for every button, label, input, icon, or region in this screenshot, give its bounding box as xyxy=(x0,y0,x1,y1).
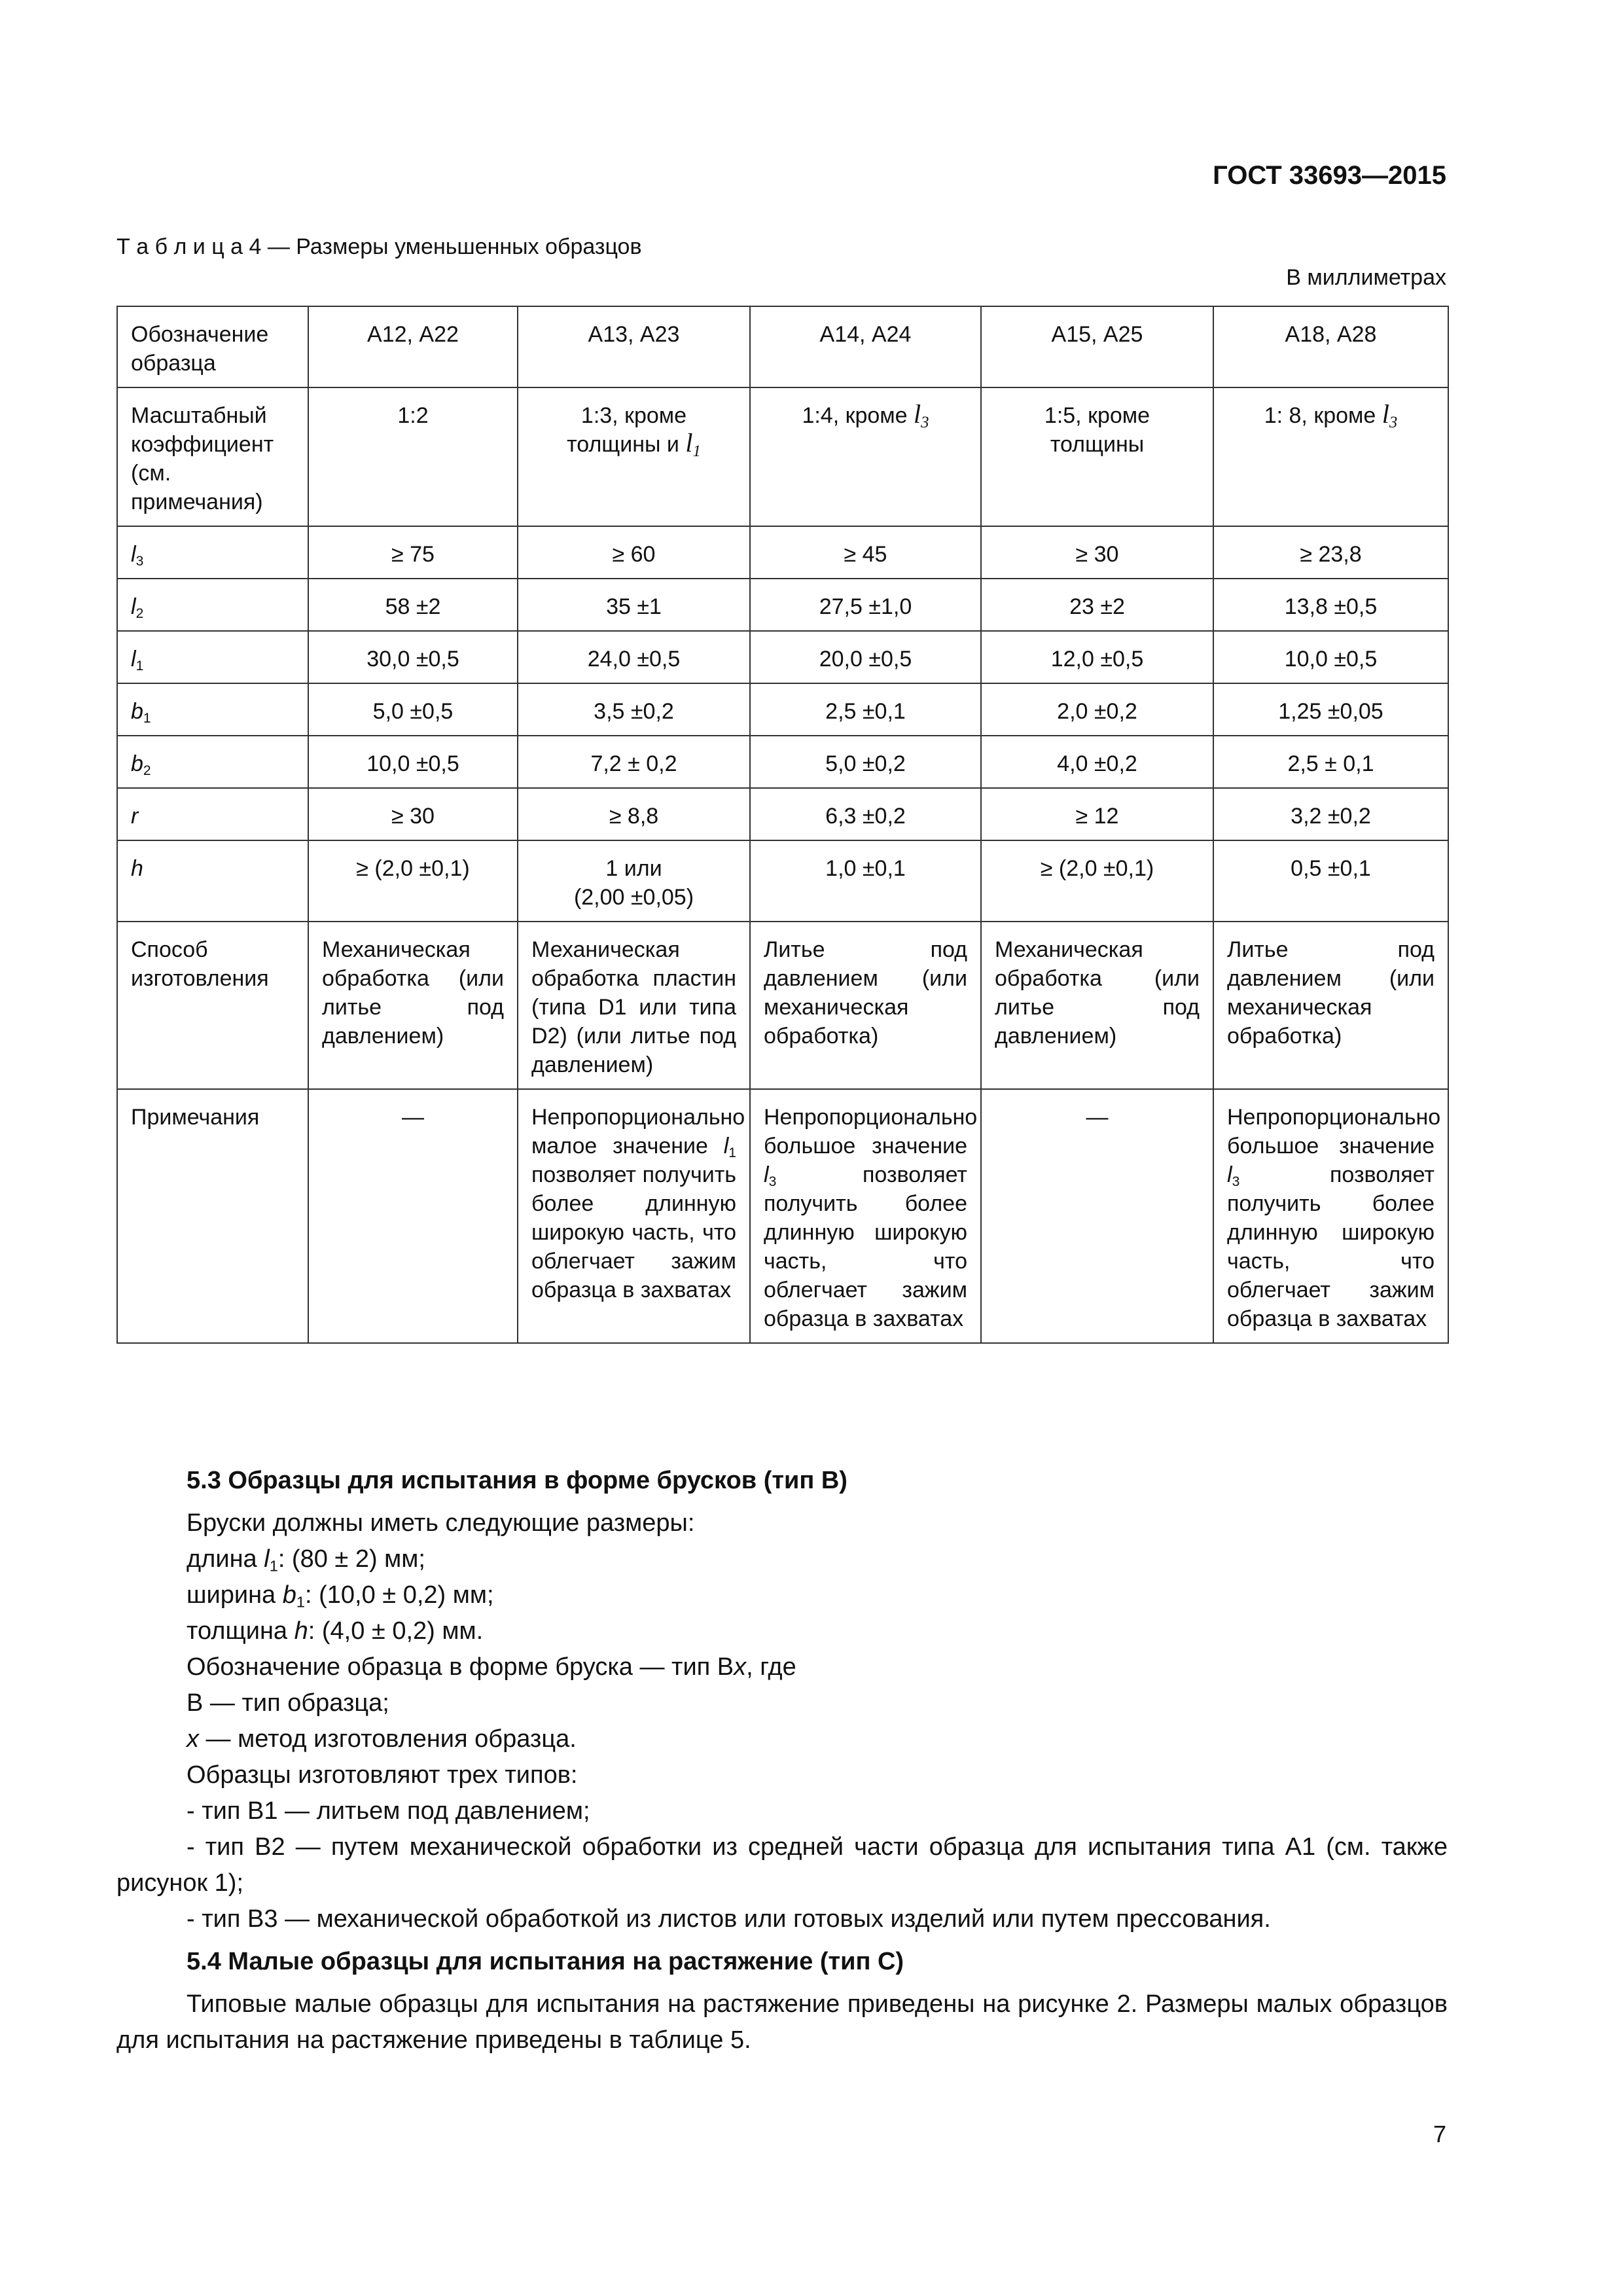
page-number: 7 xyxy=(1433,2121,1446,2147)
bar-length: длина $l_1$: (80 ± 2) мм; xyxy=(187,1545,425,1575)
l1-cell-3: 20,0 ±0,5 xyxy=(750,631,981,683)
symbol-l1: $l_1$ xyxy=(685,428,701,460)
table-row-b2 xyxy=(117,736,1448,788)
designation-b-definition: В — тип образца; xyxy=(187,1689,389,1717)
table-caption xyxy=(116,234,642,260)
l2-cell-1: 58 ±2 xyxy=(308,579,518,631)
row-head-h: h xyxy=(117,840,308,922)
column-head-2: А13, А23 xyxy=(518,306,750,387)
type-b2-item: - тип В2 — путем механической обработки из средней части образца для испытания типа А1 (см. также рисунок 1); xyxy=(116,1833,1448,1897)
row-head-b2: $b_2$ xyxy=(117,736,308,788)
b2-cell-3: 5,0 ±0,2 xyxy=(750,736,981,788)
l1-cell-4: 12,0 ±0,5 xyxy=(981,631,1213,683)
row-head-b1: $b_1$ xyxy=(117,683,308,736)
method-cell-2: Механическая обработка пластин (типа D1 или типа D2) (или литье под давлением) xyxy=(518,922,750,1089)
h-cell-3: 1,0 ±0,1 xyxy=(750,840,981,922)
b1-cell-3: 2,5 ±0,1 xyxy=(750,683,981,736)
scale-cell-2-line2: толщины и xyxy=(567,432,686,457)
scale-cell-5: 1: 8, кроме $l_3$ xyxy=(1213,387,1448,526)
scale-cell-2 xyxy=(518,387,750,526)
table-units: В миллиметрах xyxy=(1286,265,1446,290)
l3-cell-1: ≥ 75 xyxy=(308,526,518,579)
table-caption-label: Т а б л и ц а 4 xyxy=(116,234,262,259)
row-head-method: Способ изготовления xyxy=(117,922,308,1089)
method-cell-4: Механическая обработка (или литье под давлением) xyxy=(981,922,1213,1089)
l3-cell-5: ≥ 23,8 xyxy=(1213,526,1448,579)
method-cell-3: Литье под давлением (или механическая обработка) xyxy=(750,922,981,1089)
scale-cell-1: 1:2 xyxy=(308,387,518,526)
column-head-4: А15, А25 xyxy=(981,306,1213,387)
b1-cell-5: 1,25 ±0,05 xyxy=(1213,683,1448,736)
notes-cell-3: Непропорционально большое значение $l_3$ позволяет получить более длинную широкую часть, что облегчает зажим образца в захватах xyxy=(750,1089,981,1343)
l2-cell-4: 23 ±2 xyxy=(981,579,1213,631)
h-cell-2: 1 или (2,00 ±0,05) xyxy=(518,840,750,922)
scale-cell-2-line1: 1:3, кроме xyxy=(580,403,687,428)
b2-cell-2: 7,2 ± 0,2 xyxy=(518,736,750,788)
notes-cell-5: Непропорционально большое значение $l_3$ позволяет получить более длинную широкую часть, что облегчает зажим образца в захватах xyxy=(1213,1089,1448,1343)
row-head-l3: $l_3$ xyxy=(117,526,308,579)
bar-designation: Обозначение образца в форме бруска — тип Вx, где xyxy=(187,1653,796,1681)
b2-cell-5: 2,5 ± 0,1 xyxy=(1213,736,1448,788)
section-5-4-text: Типовые малые образцы для испытания на растяжение приведены на рисунке 2. Размеры малых образцов для испытания на растяжение приведены в таблице 5. xyxy=(116,1990,1448,2054)
column-head-3: А14, А24 xyxy=(750,306,981,387)
table-row-l1 xyxy=(117,631,1448,683)
table-row-b1 xyxy=(117,683,1448,736)
types-intro: Образцы изготовляют трех типов: xyxy=(187,1761,578,1789)
table-row-l2 xyxy=(117,579,1448,631)
table-row-r xyxy=(117,788,1448,840)
r-cell-3: 6,3 ±0,2 xyxy=(750,788,981,840)
designation-x-definition: x — метод изготовления образца. xyxy=(187,1725,577,1753)
l2-cell-3: 27,5 ±1,0 xyxy=(750,579,981,631)
r-cell-5: 3,2 ±0,2 xyxy=(1213,788,1448,840)
table-caption-title: — Размеры уменьшенных образцов xyxy=(261,234,642,259)
column-head-1: А12, А22 xyxy=(308,306,518,387)
body-text xyxy=(116,1463,1448,2058)
r-cell-2: ≥ 8,8 xyxy=(518,788,750,840)
l1-cell-2: 24,0 ±0,5 xyxy=(518,631,750,683)
l1-cell-1: 30,0 ±0,5 xyxy=(308,631,518,683)
l3-cell-4: ≥ 30 xyxy=(981,526,1213,579)
notes-cell-4: — xyxy=(981,1089,1213,1343)
table-row-method xyxy=(117,922,1448,1089)
table-4-reduced-specimen-dimensions xyxy=(116,306,1449,1344)
table-row-scale xyxy=(117,387,1448,526)
table-row-h xyxy=(117,840,1448,922)
row-head-notes: Примечания xyxy=(117,1089,308,1343)
b1-cell-1: 5,0 ±0,5 xyxy=(308,683,518,736)
table-row-notes xyxy=(117,1089,1448,1343)
method-cell-5: Литье под давлением (или механическая обработка) xyxy=(1213,922,1448,1089)
h-cell-5: 0,5 ±0,1 xyxy=(1213,840,1448,922)
row-head-designation: Обозначение образца xyxy=(117,306,308,387)
method-cell-1: Механическая обработка (или литье под давлением) xyxy=(308,922,518,1089)
bar-dimensions-intro: Бруски должны иметь следующие размеры: xyxy=(187,1509,695,1537)
notes-cell-2: Непропорционально малое значение $l_1$ позволяет получить более длинную широкую часть, что облегчает зажим образца в захватах xyxy=(518,1089,750,1343)
b1-cell-2: 3,5 ±0,2 xyxy=(518,683,750,736)
b2-cell-4: 4,0 ±0,2 xyxy=(981,736,1213,788)
l2-cell-2: 35 ±1 xyxy=(518,579,750,631)
b1-cell-4: 2,0 ±0,2 xyxy=(981,683,1213,736)
row-head-l1: $l_1$ xyxy=(117,631,308,683)
type-b3-item: - тип В3 — механической обработкой из листов или готовых изделий или путем прессования. xyxy=(187,1905,1271,1933)
l1-cell-5: 10,0 ±0,5 xyxy=(1213,631,1448,683)
scale-cell-3: 1:4, кроме $l_3$ xyxy=(750,387,981,526)
row-head-l2: $l_2$ xyxy=(117,579,308,631)
l3-cell-3: ≥ 45 xyxy=(750,526,981,579)
notes-cell-1: — xyxy=(308,1089,518,1343)
b2-cell-1: 10,0 ±0,5 xyxy=(308,736,518,788)
scale-cell-4: 1:5, кроме толщины xyxy=(981,387,1213,526)
type-b1-item: - тип В1 — литьем под давлением; xyxy=(187,1797,590,1825)
symbol-l3: $l_3$ xyxy=(914,399,929,431)
row-head-scale: Масштабный коэффициент (см. примечания) xyxy=(117,387,308,526)
table-row-designation xyxy=(117,306,1448,387)
section-5-3-heading: 5.3 Образцы для испытания в форме брусков (тип В) xyxy=(187,1467,847,1494)
bar-thickness: толщина h: (4,0 ± 0,2) мм. xyxy=(187,1617,484,1645)
h-cell-1: ≥ (2,0 ±0,1) xyxy=(308,840,518,922)
r-cell-1: ≥ 30 xyxy=(308,788,518,840)
row-head-r: r xyxy=(117,788,308,840)
h-cell-4: ≥ (2,0 ±0,1) xyxy=(981,840,1213,922)
column-head-5: А18, А28 xyxy=(1213,306,1448,387)
document-code-header: ГОСТ 33693—2015 xyxy=(1213,161,1446,190)
r-cell-4: ≥ 12 xyxy=(981,788,1213,840)
section-5-4-heading: 5.4 Малые образцы для испытания на растяжение (тип С) xyxy=(187,1948,904,1975)
l2-cell-5: 13,8 ±0,5 xyxy=(1213,579,1448,631)
l3-cell-2: ≥ 60 xyxy=(518,526,750,579)
symbol-l3: $l_3$ xyxy=(1382,399,1398,431)
table-row-l3 xyxy=(117,526,1448,579)
bar-width: ширина $b_1$: (10,0 ± 0,2) мм; xyxy=(187,1581,494,1611)
